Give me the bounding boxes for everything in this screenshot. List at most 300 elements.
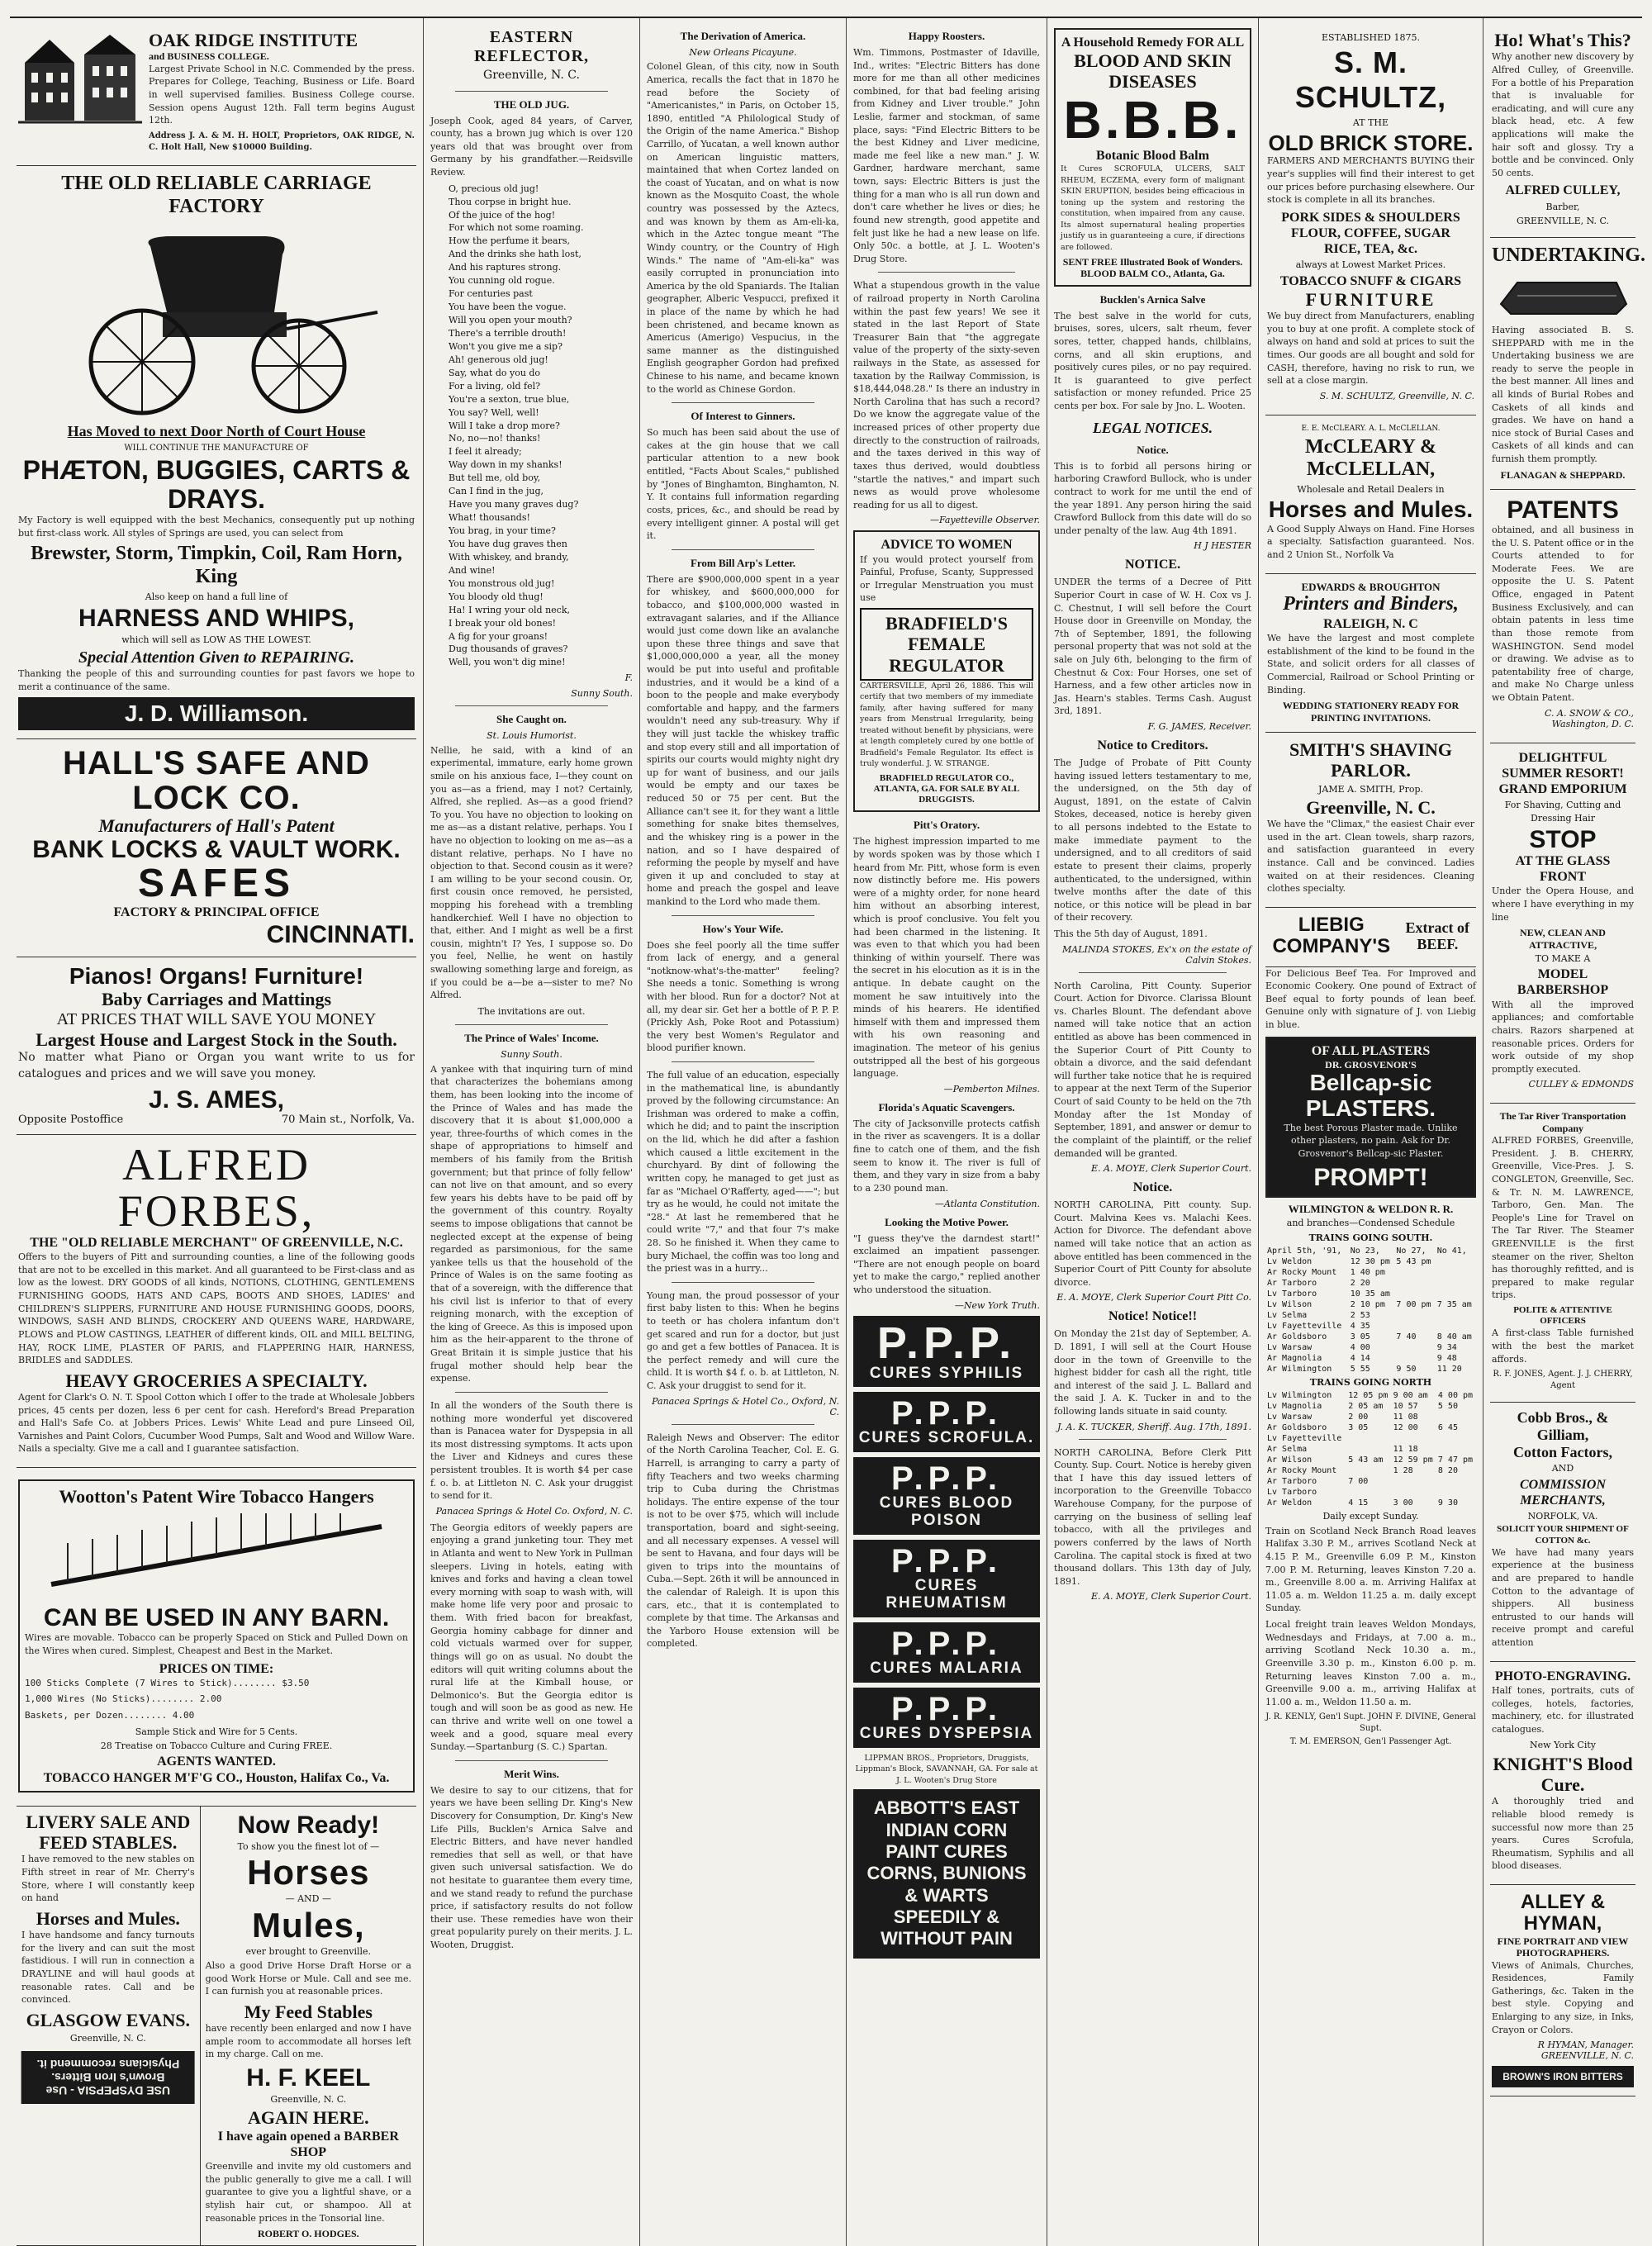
carriage-body: My Factory is well equipped with the best Mechanics, consequently put up nothing but first-class work. All styles of Springs are used, you can select from (18, 515, 415, 539)
schedule-row (1265, 1289, 1476, 1299)
keel-barber-body: Greenville and invite my old customers and the public generally to give me a call. I will guarantee to give you a lightful shave, or a stylish hair cut, or shampoo. All at reasonable prices in the Tonsorial line. (205, 2161, 411, 2224)
mccleary-top: E. E. McCLEARY. A. L. McCLELLAN. (1301, 424, 1441, 433)
schedule-cell: Ar Wilson (1267, 1455, 1313, 1465)
notice1-title: Notice. (1137, 443, 1169, 456)
resort-sub: GRAND EMPORIUM (1498, 781, 1627, 796)
cobb-sub: Cotton Factors, (1513, 1443, 1612, 1460)
photo-city: New York City (1530, 1740, 1596, 1751)
arp-title: From Bill Arp's Letter. (690, 556, 796, 569)
education-body: The full value of an education, especially in the mathematical line, is abundantly proved by the following circumstance: An Irishman was ordered to make a coffin, which he did; and to paint the inscription on the lid, which he did after a fashion which caused a little excitement in the churchyard. By dint of following the written copy, he managed to get just as far as "Michael O'Rafferty, aged——"; but try as he would, he could not imitate the "28." At last he remembered that he could write "7," and that four 7's make 28. So he finished it. When they came to bury Michael, the coffin was too long and the priest was in a hurry... (647, 1070, 839, 1275)
keel-hodges: ROBERT O. HODGES. (257, 2228, 359, 2240)
schedule-cell: 3 05 (1348, 1423, 1369, 1433)
keel-name: H. F. KEEL (246, 2064, 371, 2092)
schultz-pork: PORK SIDES & SHOULDERS (1281, 210, 1460, 225)
schedule-cell: 7 00 pm (1396, 1300, 1431, 1310)
schedule-row (1265, 1433, 1476, 1444)
mule-sig: Panacea Springs & Hotel Co., Oxford, N. C. (652, 1395, 839, 1417)
arnica-body: The best salve in the world for cuts, bruises, sores, ulcers, salt rheum, fever sores, tetter, chapped hands, chilblains, corns, and all skin eruptions, and positively cures piles, or no pay required. It is guaranteed to give perfect satisfaction or money refunded. Price 25 cents per box. For sale by Jno. L. Wooten. (1054, 310, 1251, 412)
stop-sub: AT THE GLASS FRONT (1515, 853, 1611, 885)
schedule-cell: 5 50 (1437, 1402, 1458, 1412)
carriage-owner: J. D. Williamson. (18, 697, 415, 730)
schedule-cell (1392, 1433, 1436, 1444)
schedule-cell: 4 35 (1350, 1322, 1370, 1332)
schedule-cell (1436, 1412, 1476, 1422)
stop-model: MODEL BARBERSHOP (1517, 967, 1609, 998)
bradfield-footer: BRADFIELD REGULATOR CO., ATLANTA, GA. FOR SALE BY ALL DRUGGISTS. (873, 772, 1020, 805)
carriage-continue: WILL CONTINUE THE MANUFACTURE OF (124, 443, 309, 453)
carriage-repair: Special Attention Given to REPAIRING. (78, 648, 354, 667)
livery-city: Greenville, N. C. (69, 2033, 146, 2044)
masthead-city: Greenville, N. C. (483, 69, 580, 82)
schedule-row (1265, 1401, 1476, 1412)
newspaper-page (10, 17, 1646, 2240)
notice4-body: On Monday the 21st day of September, A. D. 1891, I will sell at the Court House door in the town of Greenville to the highest bidder for cash all the right, title and interest of the said J. L. Ballard and the said J. A. K. Tucker in and to the following lands situate in said county. (1054, 1328, 1251, 1417)
schedule-row (1265, 1256, 1476, 1267)
mccleary-body: A Good Supply Always on Hand. Fine Horses a specialty. Satisfaction guaranteed. Nos. and 2 Union St., Norfolk Va (1267, 523, 1474, 561)
stop-new: NEW, CLEAN AND ATTRACTIVE, (1520, 927, 1606, 951)
halls-work: BANK LOCKS & VAULT WORK. (32, 835, 401, 863)
wootton-price-1: 100 Sticks Complete (7 Wires to Stick)........ $3.50 (25, 1677, 310, 1688)
resort-ad (1490, 743, 1635, 1104)
schedule-cell: Ar Wilmington (1267, 1365, 1332, 1375)
jug-title: THE OLD JUG. (493, 97, 570, 111)
ppp-cure-5: CURES MALARIA (870, 1659, 1023, 1677)
creditors-date: This the 5th day of August, 1891. (1054, 928, 1208, 939)
notice1-sig: H J HESTER (1194, 540, 1251, 552)
smith-city: Greenville, N. C. (1306, 796, 1436, 818)
schedule-cell: 12 30 pm (1350, 1257, 1390, 1267)
cobb-city: NORFOLK, VA. (1527, 1511, 1598, 1522)
women-title: ADVICE TO WOMEN (881, 538, 1013, 553)
schedule-cell (1392, 1487, 1436, 1498)
railroad-north: TRAINS GOING NORTH (1309, 1377, 1432, 1389)
buggy-illustration (51, 221, 382, 420)
ppp-cure-4: CURES RHEUMATISM (885, 1577, 1008, 1612)
schedule-cell (1436, 1321, 1476, 1332)
whats-ad (1490, 23, 1635, 238)
pianos-addr-right: 70 Main st., Norfolk, Va. (281, 1113, 415, 1126)
plasters-name: Bellcap-sic PLASTERS. (1305, 1070, 1436, 1122)
halls-city: CINCINNATI. (266, 920, 415, 948)
notice2-body: UNDER the terms of a Decree of Pitt Superior Court in case of W. H. Cox vs J. C. Chestnut, I will sell before the Court House door in Greenville on Monday, the 7th of September, 1891, the following personal property that was not sold at the sale on July 6th, belonging to the firm of Chestnut & Cox: Four Horses, one set of Harness, and a few other articles now in Jas. Hearn's stables. Terms Cash. August 3rd, 1891. (1054, 577, 1251, 717)
notice5-sig: E. A. MOYE, Clerk Superior Court. (1090, 1591, 1251, 1603)
bbb-sent: SENT FREE Illustrated Book of Wonders. BLOOD BALM CO., Atlanta, Ga. (1062, 256, 1243, 280)
edwards-top: EDWARDS & BROUGHTON (1301, 580, 1441, 593)
cobb-title: Cobb Bros., & Gilliam, (1517, 1409, 1609, 1443)
photo-ad (1490, 1662, 1635, 1885)
schedule-row (1265, 1476, 1476, 1487)
schedule-cell: 4 00 pm (1437, 1391, 1474, 1401)
forbes-agent: Agent for Clark's O. N. T. Spool Cotton which I offer to the trade at Wholesale Jobbers prices, 45 cents per dozen, less 6 per cent for cash. Hereford's Bread Preparation and Hall's Safe Co. at Jobbers Prices. Lewis' White Lead and pure Linseed Oil, Varnishes and Paint Colors, Cucumber Wood Pumps, Salt and Wood and Willow Ware. Nails a specialty. Give me a call and I guarantee satisfaction. (18, 1392, 415, 1455)
keel-and: — AND — (285, 1893, 331, 1905)
polite-body: A first-class Table furnished with the best the market affords. (1492, 1327, 1634, 1365)
patents-title: PATENTS (1507, 496, 1619, 525)
bbb-cures: It Cures SCROFULA, ULCERS, SALT RHEUM, ECZEMA, every form of malignant SKIN ERUPTION, besides being efficacious in toning up the system and restoring the constitution, when impaired from any cause. Its almost supernatural healing properties justify us in guaranteeing a cure, if directions are followed. (1061, 164, 1245, 252)
livery-body: I have removed to the new stables on Fifth street in rear of Mr. Cherry's Store, where I will constantly keep on hand (21, 1854, 195, 1904)
panacea-sig: Panacea Springs & Hotel Co. Oxford, N. C. (435, 1505, 633, 1517)
schedule-cell: 2 20 (1350, 1279, 1370, 1289)
jug-source: Sunny South. (571, 688, 633, 700)
wootton-body: Wires are movable. Tobacco can be properly Spaced on Stick and Pulled Down on the Wires when cured. Simplest, Cheapest and Best in the Market. (25, 1632, 408, 1656)
forbes-tag: THE "OLD RELIABLE MERCHANT" OF GREENVILLE, N.C. (30, 1236, 403, 1251)
plasters-sub: DR. GROSVENOR'S (1325, 1058, 1417, 1071)
arnica-title: Bucklen's Arnica Salve (1099, 292, 1206, 306)
caught-source: St. Louis Humorist. (487, 730, 577, 742)
wootton-ad (17, 1468, 416, 1807)
georgia-body: The Georgia editors of weekly papers are enjoying a grand junketing tour. They met in Atlanta and went to New York in Pullman sleepers. Living in hotels, eating with knives and forks and having a clean towel every morning with soap to wash with, will make home life very poor and prosaic to them. With fried bacon for breakfast, Georgia hominy cabbage for dinner and cold victuals warmed over for supper, things will go on as usual. No doubt the editors will quit writing columns about the rural life at the Kimball house, or Delmonico's. But the Georgia editor is tough and will soon be as good as new. He can thrive and write well on one towel a week and a good, square meal every Sunday.—Spartanburg (S. C.) Spartan. (430, 1522, 633, 1753)
ppp-cure-6: CURES DYSPEPSIA (859, 1724, 1034, 1742)
schedule-cell: Ar Tarboro (1267, 1477, 1317, 1487)
resort-body: For Shaving, Cutting and Dressing Hair (1504, 800, 1621, 824)
schedule-cell: 3 05 (1350, 1332, 1370, 1342)
oak-ridge-body: Largest Private School in N.C. Commended by the press. Prepares for College, Teaching, Business or Life. Board in well supervised families. Business College course. Session opens August 12th. Fall term begins August 12th. (149, 63, 415, 126)
ppp-cure-1: CURES SYPHILIS (869, 1364, 1024, 1382)
schedule-cell: 8 20 (1437, 1466, 1458, 1476)
keel-ready: Now Ready! (237, 1811, 380, 1839)
column-5 (1047, 18, 1258, 2246)
railroad-sig: J. R. KENLY, Gen'l Supt. JOHN F. DIVINE, General Supt. (1265, 1712, 1476, 1734)
railroad-body: What a stupendous growth in the value of railroad property in North Carolina within the past few years! We see it stated in the last Report of State Treasurer Bain that "the aggregate value of the property of the sixty-seven railways in the State, as assessed for taxation by the Railway Commission, is $18,444,048.28." Is there an industry in North Carolina that has such a record? Do we know the aggregate value of the increased prices of other property due directly to the construction of railroads, and the taxes derived in this way of taxes thus derived, would doubtless "startle the natives," and impart such news as would prove wholesome reading for us all to digest. (853, 280, 1040, 510)
legal-title: LEGAL NOTICES. (1092, 419, 1213, 436)
schedule-cell: Lv Warsaw (1267, 1343, 1313, 1353)
schedule-cell: 11 20 (1436, 1365, 1462, 1375)
forbes-name: ALFRED FORBES, (117, 1139, 316, 1237)
bradfield-title: BRADFIELD'S FEMALE REGULATOR (860, 608, 1033, 681)
motive-body: "I guess they've the darndest start!" exclaimed an impatient passenger. "There are not enough people on board yet to make the cargo," replied another who understood the situation. (853, 1232, 1040, 1295)
florida-body: The city of Jacksonville protects catfish in the river as scavengers. It is a dollar fine to catch one of them, and the fish seem to know it. The river is full of them, and they vary in size from a baby to a 230 pound man. (853, 1118, 1040, 1194)
schedule-cell: 1 28 (1393, 1466, 1413, 1476)
alley-sig: R HYMAN, Manager. GREENVILLE, N. C. (1537, 2039, 1634, 2062)
schedule-cell: 2 10 pm (1350, 1300, 1385, 1310)
schedule-cell: 7 35 am (1436, 1300, 1472, 1310)
wife-body: Does she feel poorly all the time suffer from lack of energy, and a general "notknow-what's-the-matter" feeling? She needs a tonic. Something is wrong with her blood. Run for a doctor? Not at all, my dear sir. Get her a bottle of P. P. P. (Prickly Ash, Poke Root and Potassium) the very best Women's Regulator and blood purifier known. (647, 939, 839, 1054)
forbes-grocery: HEAVY GROCERIES A SPECIALTY. (65, 1370, 368, 1391)
pianos-ad (17, 957, 416, 1135)
schedule-cell: 3 00 (1393, 1498, 1413, 1508)
schedule-cell: Lv Magnolia (1267, 1402, 1322, 1412)
schedule-cell: 4 14 (1350, 1354, 1370, 1364)
railroad-body: Train on Scotland Neck Branch Road leaves Halifax 3.30 P. M., arrives Scotland Neck at 4.15 P. M., Greenville 6.09 P. M., Kinston 7.00 P. M. Returning, leaves Kinston 7.20 a. m., Greenville 8.00 a. m. Arriving Halifax at 11.05 a. m. Weldon 11.25 a. m. daily except Sunday. (1265, 1525, 1476, 1614)
notice1-body: This is to forbid all persons hiring or harboring Crawford Bullock, who is under contract to work for me until the end of the year 1891. Any person hiring the said Crawford Bullock from this date will do so under penalty of the law. Aug 4th 1891. (1054, 460, 1251, 536)
keel-feed-body: have recently been enlarged and now I have ample room to accommodate all horses left in my charge. Call on me. (205, 2023, 411, 2060)
merit-body: We desire to say to our citizens, that for years we have been selling Dr. King's New Discovery for Consumption, Dr. King's New Life Pills, Bucklen's Arnica Salve and Electric Bitters, and have never handled remedies that sell as well, or that have given such universal satisfaction. We do not hesitate to guarantee them every time, and we stand ready to refund the purchase price, if satisfactory results do not follow their use. These remedies have won their great popularity purely on their merits. J. L. Wooten, Druggist. (430, 1784, 633, 1951)
halls-office: FACTORY & PRINCIPAL OFFICE (113, 905, 320, 920)
schultz-furn: FURNITURE (1305, 288, 1436, 310)
schedule-cell: Ar Tarboro (1267, 1279, 1317, 1289)
tobacco-hanger-illustration (43, 1510, 390, 1601)
notice3-title: Notice. (1132, 1180, 1173, 1195)
liebig-body: For Delicious Beef Tea. For Improved and Economic Cookery. One pound of Extract of Beef equal to forty pounds of lean beef. Genuine only with signature of J. von Liebig in blue. (1265, 967, 1476, 1031)
schultz-body: FARMERS AND MERCHANTS BUYING their year's supplies will find their interest to get our prices before purchasing elsewhere. Our stock is complete in all its branches. (1267, 155, 1474, 206)
schedule-cell: 8 40 am (1436, 1332, 1472, 1342)
ppp-footer: LIPPMAN BROS., Proprietors, Druggists, Lippman's Block, SAVANNAH, GA. For sale at J. L. Wooten's Drug Store (855, 1753, 1038, 1785)
notice2-title: NOTICE. (1124, 558, 1181, 572)
schedule-cell (1394, 1289, 1435, 1299)
schedule-col-header: No 27, (1396, 1246, 1427, 1256)
schedule-cell (1394, 1321, 1435, 1332)
mccleary-horses: Horses and Mules. (1268, 496, 1474, 523)
brown-ad: BROWN'S IRON BITTERS (1492, 2066, 1634, 2087)
creditors-sig: MALINDA STOKES, Ex'x on the estate of Calvin Stokes. (1062, 943, 1251, 966)
schedule-cell: Ar Goldsboro (1267, 1423, 1327, 1433)
liebig-ext: Extract of BEEF. (1405, 919, 1470, 953)
alley-ad (1490, 1885, 1635, 2096)
florida-source: —Atlanta Constitution. (934, 1198, 1040, 1209)
notice4-title: Notice! Notice!! (1108, 1309, 1198, 1324)
wootton-sample: Sample Stick and Wire for 5 Cents. (135, 1726, 298, 1737)
carriage-headline: THE OLD RELIABLE CARRIAGE FACTORY (61, 173, 372, 217)
schedule-cell: 6 45 (1437, 1423, 1458, 1433)
schedule-cell (1436, 1444, 1476, 1455)
halls-sub: Manufacturers of Hall's Patent (98, 814, 335, 836)
motive-source: —New York Truth. (954, 1299, 1040, 1311)
livery-keel-row (17, 1807, 416, 2246)
derivation-source: New Orleans Picayune. (689, 47, 797, 58)
patents-ad (1490, 490, 1635, 743)
photo-body: Half tones, portraits, cuts of colleges, hotels, factories, machinery, etc. for illustrated catalogues. (1492, 1684, 1634, 1735)
schedule-cell: 5 43 am (1348, 1455, 1384, 1465)
schedule-cell: Ar Selma (1267, 1445, 1308, 1455)
smith-title: SMITH'S SHAVING PARLOR. (1289, 738, 1453, 781)
plasters-body: The best Porous Plaster made. Unlike other plasters, no pain. Ask for Dr. Grosvenor's Bellcap-sic Plaster. (1284, 1122, 1458, 1160)
notice4-sig: J. A. K. TUCKER, Sheriff. Aug. 17th, 1891. (1057, 1421, 1251, 1432)
masthead: EASTERN REFLECTOR, (473, 28, 590, 65)
schedule-cell: 4 15 (1348, 1498, 1369, 1508)
railroad-sig2: T. M. EMERSON, Gen'l Passenger Agt. (1289, 1737, 1452, 1747)
pianos-prices: AT PRICES THAT WILL SAVE YOU MONEY (56, 1009, 377, 1028)
schedule-cell: Ar Weldon (1267, 1498, 1313, 1508)
pitt-body: The highest impression imparted to me by words spoken was by those which I heard from Mr. Pitt, whose form is even now distinctly before me. His powers were of a mighty order, for none heard him without an absorbing interest, which is proof conclusive. You felt you had been charmed in the listening. It was even to that which you had been thinking of within yourself. There was the secret in his elocution as it is in the antique. In debate caught on the moment he saw intuitively into the minds of his hearers. He identified himself with them and impressed them with his own reasoning and imagination. The meteor of his genius outstripped all the best of his gorgeous language. (853, 836, 1040, 1080)
schedule-cell: 12 59 pm (1393, 1455, 1433, 1465)
column-4 (846, 18, 1047, 2246)
smith-ad (1265, 733, 1476, 908)
divorce-body: North Carolina, Pitt County. Superior Court. Action for Divorce. Clarissa Blount vs. Charles Blount. The defendant above named will take notice that an action entitled as above has been commenced in the Superior Court of Pitt County to obtain a divorce, and the said defendant will further take notice that he is required to appear at the next Term of the Superior Court of said County to be held on the 7th Monday after the 1st Monday of September, 1891, and answer or demur to the complaint of the plaintiff, or the relief demanded will be granted. (1054, 980, 1251, 1159)
schedule-cell: Lv Weldon (1267, 1257, 1313, 1267)
oak-ridge-ad (17, 23, 416, 166)
schedule-cell: 2 05 am (1348, 1402, 1384, 1412)
knight-title: KNIGHT'S Blood Cure. (1493, 1753, 1633, 1796)
schedule-cell: 9 00 am (1393, 1391, 1428, 1401)
alley-body: Views of Animals, Churches, Residences, Family Gatherings, &c. Taken in the best style. Copying and Enlarging to any size, in Inks, Crayon or Colors. (1492, 1959, 1634, 2035)
schultz-rice: RICE, TEA, &c. (1323, 242, 1418, 257)
carriage-springs: Brewster, Storm, Timpkin, Coil, Ram Horn, King (31, 543, 402, 588)
schedule-cell (1436, 1487, 1476, 1498)
schedule-cell: 10 35 am (1350, 1289, 1390, 1299)
railroad-title: WILMINGTON & WELDON R. R. (1288, 1202, 1454, 1215)
whats-title: Ho! What's This? (1494, 30, 1631, 50)
women-ad (853, 530, 1040, 812)
liebig-ad (1265, 908, 1476, 967)
schedule-cell (1394, 1278, 1435, 1289)
schedule-cell: Ar Goldsboro (1267, 1332, 1327, 1342)
carriage-low: which will sell as LOW AS THE LOWEST. (121, 634, 311, 646)
oak-ridge-subtitle: and BUSINESS COLLEGE. (149, 50, 269, 63)
caught-body: Nellie, he said, with a kind of an experimental, immature, early home grown smile on his anxious face, I—they count on you as—as a friend, may I not? Certainly, Alfred, she replied. As—as a good friend? To you. You have no objection to looking on me as—as a distant relative, perhaps. You I have no objection to looking on me as—as a distant relative, perhaps. No I have no objection to that. Second cousin as it were? I am willing to be your second cousin. Or, first cousin once removed, he persisted, mopping his forehead with a trembling handkerchief. Well I have no objection to that, either. And I might as well be a first cousin, mightn't I? Yes, I suppose so. Do you feel, Nellie, he went on hastily swallowing something large and foreign, as if you could be a—be a—sister to me? No Alfred. (430, 744, 633, 1001)
ginners-title: Of Interest to Ginners. (691, 410, 795, 423)
edwards-wedding: WEDDING STATIONERY READY FOR PRINTING INVITATIONS. (1282, 700, 1460, 724)
schedule-cell (1436, 1278, 1476, 1289)
pitt-source: —Pemberton Milnes. (943, 1083, 1040, 1095)
schedule-north-table (1265, 1390, 1476, 1508)
wootton-agents: AGENTS WANTED. (157, 1755, 276, 1769)
wales-source: Sunny South. (501, 1049, 563, 1061)
divorce-sig: E. A. MOYE, Clerk Superior Court. (1090, 1163, 1251, 1175)
plasters-top: OF ALL PLASTERS (1311, 1043, 1431, 1058)
derivation-title: The Derivation of America. (680, 30, 806, 42)
schedule-row (1265, 1278, 1476, 1289)
schedule-cell: 7 47 pm (1437, 1455, 1474, 1465)
schultz-name: S. M. SCHULTZ, (1294, 45, 1447, 115)
derivation-body: Colonel Glean, of this city, now in South America, recalls the fact that in 1870 he read before the Society of "Americanistes," in Paris, on October 15, 1890, entitled "A Philological Study of the Origin of the name America." Bishop Carrillo, of Yucatan, a well known author on American linguistic matters, maintained that when Cortez landed on the coast of Yucatan, and on what is now known as the Mosquito Coast, the whole country was possessed by the Aztecs, and was known by them as Am-eli-ka, which in the Aztec tongue meant "The Windy country, or the Country of High Winds." The name of "Am-eli-ka" was easily corrupted in pronunciation into America by the old Spaniards. The Italian geographer, Alberic Vespucci, prefixed it in place of the name by which he had been christened, and became known as Americus (Amerigo) Vespucius, in the same manner as the distinguished English geographer Gordon had prefixed Chinese to his name, and became known to the world as Chinese Gordon. (647, 61, 839, 395)
column-3 (639, 18, 846, 2246)
railroad-body2: Local freight train leaves Weldon Mondays, Wednesdays and Fridays, at 7.00 a. m., arriving Scotland Neck 10.30 a. m., Greenville 3.30 p. m., Kinston 6.00 p. m. Returning leaves Kinston 7.00 a. m., Greenville 9.00 a. m., arriving Halifax at 11.00 a. m., Weldon 11.50 a. m. (1265, 1619, 1476, 1707)
cobb-body: We have had many years experience at the business and are prepared to handle Cotton to the advantage of shippers. All business entrusted to our hands will receive prompt and careful attention (1492, 1546, 1634, 1649)
schedule-cell: Lv Selma (1267, 1311, 1308, 1321)
schedule-row (1265, 1353, 1476, 1364)
railroad-schedule (1265, 1203, 1476, 1749)
livery-name: GLASGOW EVANS. (26, 2009, 191, 2030)
plasters-ad (1265, 1037, 1476, 1198)
schedule-cell: 1 40 pm (1350, 1268, 1385, 1278)
column-7 (1483, 18, 1646, 2246)
schedule-cell: Lv Tarboro (1267, 1289, 1317, 1299)
alley-sub: FINE PORTRAIT AND VIEW PHOTOGRAPHERS. (1497, 1935, 1629, 1959)
wootton-prices-hdr: PRICES ON TIME: (159, 1661, 274, 1676)
livery-horses: Horses and Mules. (36, 1907, 180, 1929)
keel-body: Also a good Drive Horse Draft Horse or a good Work Horse or Mule. Call and see me. I can furnish you at reasonable prices. (205, 1960, 411, 1997)
motive-title: Looking the Motive Power. (885, 1215, 1009, 1228)
halls-safes: SAFES (137, 861, 296, 905)
schedule-cell (1436, 1310, 1476, 1321)
railroad-going: TRAINS GOING SOUTH. (1308, 1232, 1433, 1243)
notice3-body: NORTH CAROLINA, Pitt county. Sup. Court. Malvina Kees vs. Malachi Kees. Action for Divorce. The defendant above named will take notice that an action as above entitled has been commenced in the Superior Court of Pitt County for absolute divorce. (1054, 1199, 1251, 1288)
schedule-row (1265, 1364, 1476, 1375)
schedule-cell: 12 00 (1393, 1423, 1418, 1433)
jug-sig: F. (624, 672, 633, 684)
bbb-top: A Household Remedy FOR ALL (1061, 36, 1245, 50)
tarriver-body: ALFRED FORBES, Greenville, President. J. B. CHERRY, Greenville, Vice-Pres. J. S. CONGLETON, Greenville, Sec. & Tr. N. M. LAWRENCE, Tarboro, Gen. Man. The People's Line for Travel on The Tar River. The Steamer GREENVILLE is the first steamer on the river, Shelton has thoroughly refitted, and is prepared to make regular trips. (1492, 1135, 1634, 1301)
tarriver-sig: R. F. JONES, Agent. J. J. CHERRY, Agent (1493, 1370, 1633, 1391)
wootton-used: CAN BE USED IN ANY BARN. (43, 1604, 390, 1632)
jug-intro: Joseph Cook, aged 84 years, of Carver, county, has a brown jug which is over 120 years old that was brought over from Germany by his grandfather.—Reidsville Review. (430, 115, 633, 178)
arp-body: There are $900,000,000 spent in a year for whiskey, and $600,000,000 for tobacco, and $100,000,000 wasted in extravagant salaries, and if the Alliance would just come down like an avalanche upon these three things and save that $1,000,000,000 a year, all the money would be put into useful and profitable industries, and it would be a kind of a boon to the people and make everybody comfortable and happy, and the farmers wouldn't need any sub-treasury. Why if they will just tackle the whiskey traffic and stop every still and all importation of spirits our courts would mighty night dry up for want of business, and our jails would be empty and our taxes be reduced 50 or 75 per cent. But the Alliance can't see it, for they want a little something for snake bites themselves, and the whiskey ring is a power in the nation, and so I have despaired of reforming the people by myself and have given it up and concluded to stay at home and preach the gospel and leave mankind to the Lord who made them. (647, 573, 839, 907)
schultz-est: ESTABLISHED 1875. (1322, 32, 1420, 43)
mccleary-name: McCLEARY & McCLELLAN, (1305, 435, 1436, 481)
column-2 (423, 18, 639, 2246)
schedule-cell: Lv Warsaw (1267, 1413, 1313, 1422)
tarriver-title: The Tar River Transportation Company (1499, 1110, 1626, 1134)
smith-prop: JAME A. SMITH, Prop. (1318, 783, 1423, 795)
pitt-title: Pitt's Oratory. (913, 819, 980, 832)
carriage-also: Also keep on hand a full line of (145, 591, 288, 602)
schedule-cell: Ar Rocky Mount (1267, 1466, 1337, 1476)
jug-poem: O, precious old jug! Thou corpse in bright hue. Of the juice of the hog! For which not some roaming. How the perfume it bears, And the drinks she hath lost, And his raptures strong. You cunning old rogue. For centuries past You have been the vogue. Will you open your mouth? There's a terrible drouth! Won't you give me a sip? Ah! generous old jug! Say, what do you do For a living, old fel? You're a sexton, true blue, You say? Well, well! Will I take a drop more? No, no—no! thanks! I feel it already; Way down in my shanks! But tell me, old boy, Can I find in the jug, Have you many graves dug? What! thousands! You brag, in your time? You have dug graves then With whiskey, and brandy, And wine! You monstrous old jug! You bloody old thug! Ha! I wring your old neck, I break your old bones! A fig for your groans! Dug thousands of graves? Well, you won't dig mine! (449, 183, 584, 668)
pianos-addr-left: Opposite Postoffice (18, 1113, 124, 1126)
caught-title: She Caught on. (496, 713, 567, 726)
schedule-cell (1436, 1433, 1476, 1444)
pianos-stock: Largest House and Largest Stock in the South. (36, 1028, 397, 1050)
schultz-ad (1265, 23, 1476, 415)
edwards-name: Printers and Binders, (1283, 593, 1459, 615)
wootton-footer: TOBACCO HANGER M'F'G CO., Houston, Halifax Co., Va. (43, 1770, 390, 1785)
stop-body: Under the Opera House, and where I have everything in my line (1492, 886, 1634, 923)
schedule-row (1265, 1422, 1476, 1433)
schedule-row (1265, 1332, 1476, 1342)
railroad-sub: and branches—Condensed Schedule (1286, 1218, 1455, 1229)
patents-sig: C. A. SNOW & CO., Washington, D. C. (1544, 707, 1634, 729)
undertaking-sig: FLANAGAN & SHEPPARD. (1500, 468, 1626, 481)
schedule-row (1265, 1412, 1476, 1422)
alley-title: ALLEY & HYMAN, (1520, 1890, 1606, 1935)
schedule-cell (1346, 1433, 1391, 1444)
keel-feed: My Feed Stables (244, 2001, 373, 2022)
creditors-body: The Judge of Probate of Pitt County having issued letters testamentary to me, the undersigned, on the 5th day of August, 1891, on the estate of Calvin Stokes, deceased, notice is hereby given to all persons indebted to the Estate to make immediate payment to the undersigned, and to all creditors of said estate to present their claims, properly authenticated, to the undersigned, within twelve months after the date of this notice, or this notice will be plead in bar of their recovery. (1054, 757, 1251, 924)
schedule-cell: 2 00 (1348, 1413, 1369, 1422)
keel-ever: ever brought to Greenville. (245, 1945, 372, 1957)
schedule-cell (1394, 1353, 1435, 1364)
smith-body: We have the "Climax," the easiest Chair ever used in the art. Clean towels, sharp razors, and satisfaction guaranteed in every instance. Call and be convinced. Ladies waited on at their residences. Cleaning clothes specialty. (1267, 819, 1474, 895)
culley-role: Barber, (1545, 201, 1580, 212)
schedule-cell: 11 08 (1393, 1413, 1418, 1422)
schedule-row (1265, 1267, 1476, 1278)
undertaking-body: Having associated B. S. SHEPPARD with me in the Undertaking business we are ready to serve the people in the best manner. All lines and all kinds of Burial Robes and Caskets of all kinds and grades. We have on hand a nice stock of Burial Cases and Caskets of all kinds and can furnish them promptly. (1492, 324, 1634, 465)
schedule-cell (1392, 1476, 1436, 1487)
resort-title: DELIGHTFUL SUMMER RESORT! (1502, 750, 1624, 781)
cobb-and: AND (1551, 1463, 1574, 1474)
schedule-row (1265, 1444, 1476, 1455)
schedule-cell: 5 55 (1350, 1365, 1370, 1375)
keel-barber: I have again opened a BARBER SHOP (217, 2129, 399, 2159)
schedule-cell: 2 53 (1350, 1311, 1370, 1321)
bbb-title: BLOOD AND SKIN DISEASES (1074, 50, 1232, 93)
panacea-body: In all the wonders of the South there is nothing more wonderful yet discovered than is Panacea water for Dyspepsia in all its most distressing symptoms. It acts upon the Liver and Kidneys and cures these persistent troubles. It is worth $4 per case f. o. b. at Littleton N. C. Ask your druggist to send for it. (430, 1399, 633, 1502)
schedule-cell: 9 30 (1437, 1498, 1458, 1508)
schedule-cell: Lv Tarboro (1267, 1488, 1317, 1498)
schedule-cell (1436, 1267, 1476, 1278)
schedule-cell (1436, 1256, 1476, 1267)
florida-title: Florida's Aquatic Scavengers. (878, 1100, 1015, 1114)
ppp-ads: P.P.P. CURES SYPHILIS P.P.P. CURES SCROFULA. P.P.P. CURES BLOOD POISON P.P.P. CURES RHEUMATISM P.P.P. CURES MALARIA P.P.P. CURES DYSPEPSIA LIPPMAN BROS., Proprietors, Druggists, Lippman's Block, SAVANNAH, GA. For sale at J. L. Wooten's Drug Store (853, 1316, 1040, 1787)
pianos-sub: Baby Carriages and Mattings (101, 989, 332, 1010)
abbott-ad: ABBOTT'S EAST INDIAN CORN PAINT CURES CORNS, BUNIONS & WARTS SPEEDILY & WITHOUT PAIN (853, 1789, 1040, 1959)
women-body: If you would protect yourself from Painful, Profuse, Scanty, Suppressed or Irregular Menstruation you must use (860, 553, 1033, 604)
notice3-sig: E. A. MOYE, Clerk Superior Court Pitt Co. (1056, 1292, 1251, 1303)
bradfield-body: CARTERSVILLE, April 26, 1886. This will certify that two members of my immediate family, after having suffered for many years from Menstrual Irregularity, being treated without benefit by physicians, were at length completely cured by one bottle of Bradfield's Female Regulator. Its effect is truly wonderful. J. W. STRANGE. (860, 681, 1033, 769)
creditors-title: Notice to Creditors. (1097, 738, 1208, 753)
cobb-comm: COMMISSION MERCHANTS, (1519, 1477, 1607, 1508)
keel-mules: Mules, (251, 1905, 365, 1944)
schedule-cell: 7 40 (1396, 1332, 1417, 1342)
carriage-thanks: Thanking the people of this and surrounding counties for past favors we hope to merit a continuance of the same. (18, 668, 415, 693)
schedule-row (1265, 1299, 1476, 1310)
wales-title: The Prince of Wales' Income. (464, 1032, 599, 1045)
pianos-name: J. S. AMES, (149, 1085, 284, 1114)
mule-body: Young man, the proud possessor of your first baby listen to this: When he begins to teeth or has cholera infantum don't get scared and run for a doctor, but just go and get a few bottles of Panacea. It is the perfect remedy and will cure the child. It is worth $4 f. o. b. at Littleton, N. C. Ask your druggist to send for it. (647, 1289, 839, 1392)
stop-sig: CULLEY & EDMONDS (1528, 1079, 1634, 1090)
schedule-cell: 7 00 (1348, 1477, 1369, 1487)
schedule-cell: 11 18 (1393, 1445, 1418, 1455)
keel-show: To show you the finest lot of — (237, 1840, 380, 1852)
stop-body2: With all the improved appliances; and comfortable chairs. Razors sharpened at reasonable prices. Orders for work outside of my shop promptly executed. (1492, 999, 1634, 1075)
keel-ad (201, 1807, 416, 2245)
schedule-row (1265, 1455, 1476, 1465)
carriage-moved: Has Moved to next Door North of Court House (67, 423, 366, 440)
wootton-price-2: 1,000 Wires (No Sticks)........ 2.00 (25, 1693, 222, 1705)
culley-city: GREENVILLE, N. C. (1516, 215, 1610, 226)
schedule-cell (1346, 1444, 1391, 1455)
schedule-col-header: April 5th, '91, (1267, 1246, 1342, 1256)
schultz-tobacco: TOBACCO SNUFF & CIGARS (1279, 273, 1462, 288)
